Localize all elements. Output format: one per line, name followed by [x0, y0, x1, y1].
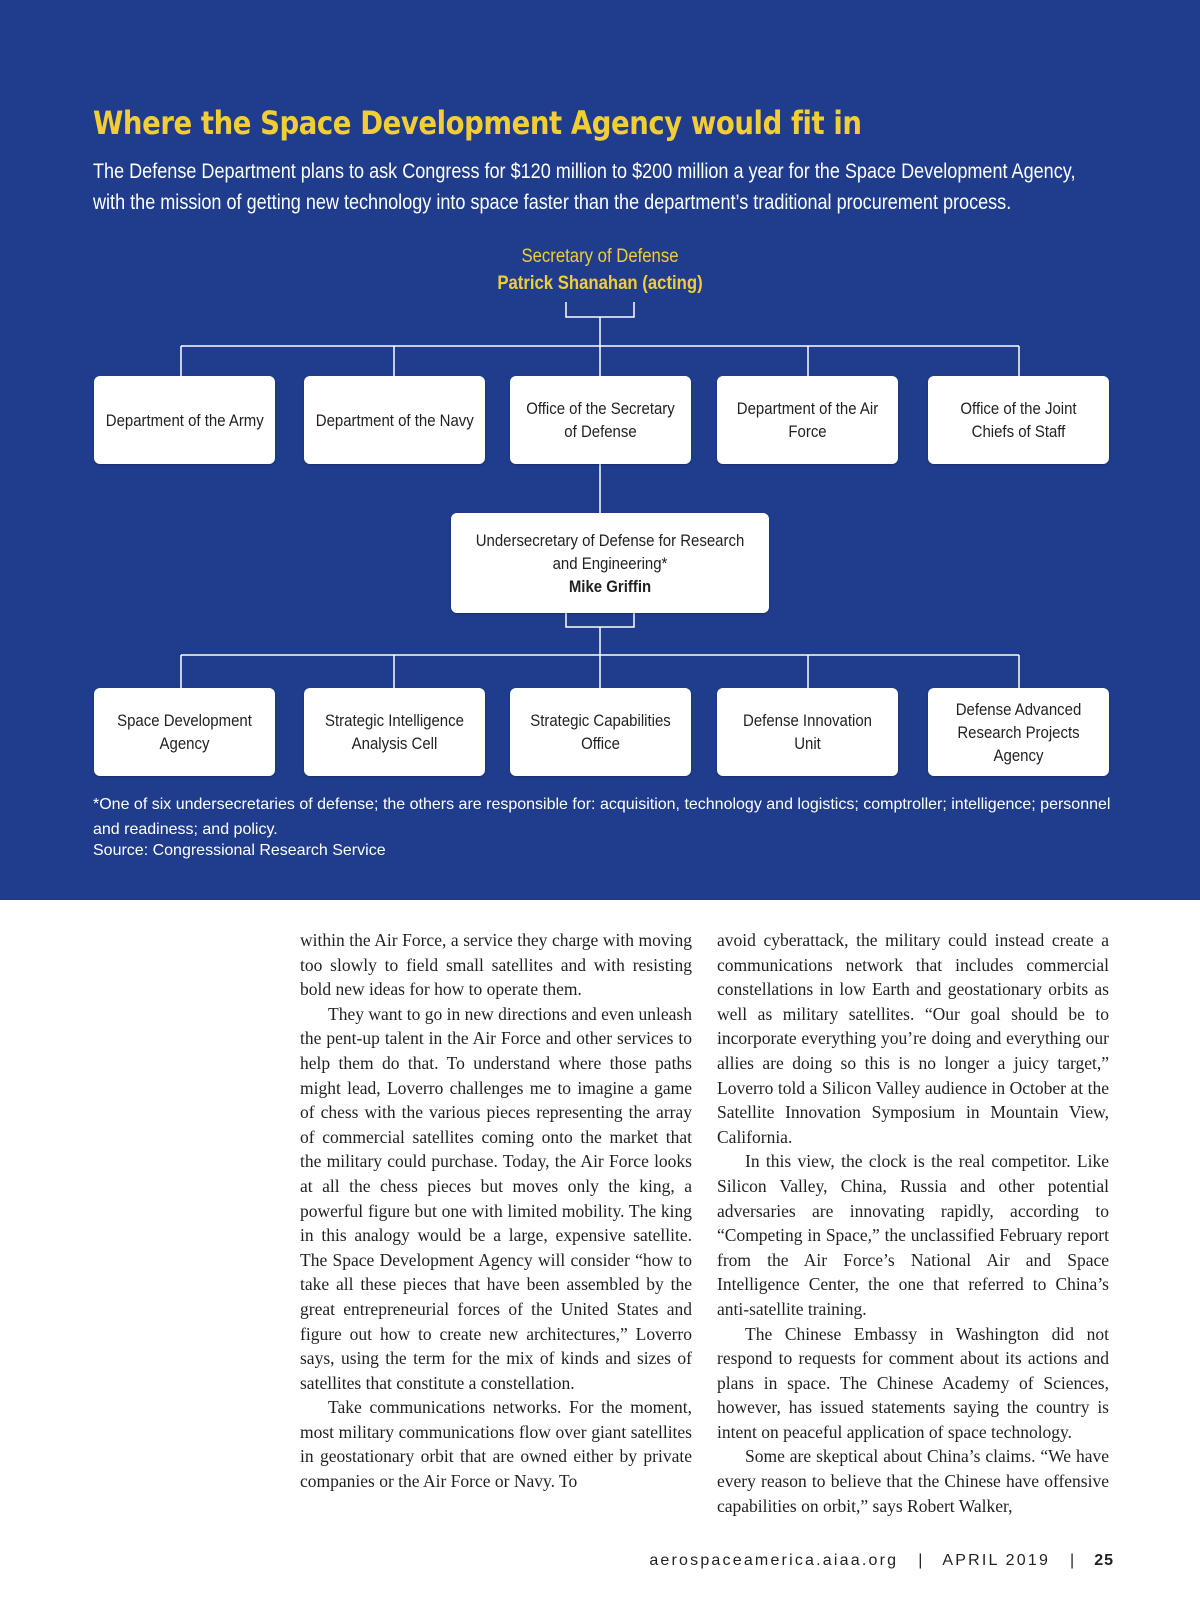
org-box-navy [304, 376, 485, 464]
org-box-label: Department of the Air Force [736, 399, 879, 441]
article-column-left [300, 928, 692, 1494]
article-paragraph: They want to go in new directions and even unleash the pent-up talent in the Air Force and other services to help them do that. To understand where those paths might lead, Loverro challenges me to imagine a game of chess with the various pieces representing the array of commercial satellites coming onto the market that the military could purchase. Today, the Air Force looks at all the chess pieces but moves only the king, a powerful figure but one with limited mobility. The king in this analogy would be a large, expensive satellite. The Space Development Agency will consider “how to take all these pieces that have been assembled by the great entrepreneurial forces of the United States and figure out how to create new architectures,” Loverro says, using the term for the mix of kinds and sizes of satellites that constitute a constellation. [300, 1003, 692, 1393]
org-box-strategic-capabilities-office [510, 688, 691, 776]
footer-issue: APRIL 2019 [942, 1552, 1051, 1569]
org-box-strategic-intelligence-analysis-cell [304, 688, 485, 776]
org-box-label: Defense Advanced Research Projects Agency [955, 699, 1082, 765]
graphic-footnote: *One of six undersecretaries of defense; the others are responsible for: acquisition, technology and logistics; comptroller; intelligence; personnel and readiness; and policy. [93, 796, 1111, 838]
org-box-undersecretary [451, 513, 769, 613]
article-column-right [717, 928, 1109, 1518]
article-paragraph: The Chinese Embassy in Washington did not respond to requests for comment about its actions and plans in space. The Chinese Academy of Sciences, however, has issued statements saying the country is intent on peaceful application of space technology. [717, 1323, 1109, 1442]
graphic-subtitle: The Defense Department plans to ask Congress for $120 million to $200 million a year for the Space Development Agency, with the mission of getting new technology into space faster than the department’s traditional procurement process. [93, 160, 1076, 214]
org-box-label: Department of the Army [105, 410, 264, 430]
org-box-label: Office of the Secretary of Defense [526, 399, 675, 441]
org-box-space-development-agency [94, 688, 275, 776]
org-box-darpa [928, 688, 1109, 776]
footer-site: aerospaceamerica.aiaa.org [649, 1552, 899, 1569]
org-box-label: Strategic Capabilities Office [530, 711, 671, 753]
org-box-label: Office of the Joint Chiefs of Staff [960, 399, 1077, 441]
page-number: 25 [1094, 1552, 1114, 1569]
page-footer [649, 1552, 1114, 1570]
org-box-label: Defense Innovation Unit [743, 711, 872, 753]
undersecretary-name: Mike Griffin [568, 576, 652, 596]
article-paragraph: Some are skeptical about China’s claims. “We have every reason to believe that the Chinese have offensive capabilities on orbit,” says Robert Walker, [717, 1446, 1109, 1516]
secretary-name: Patrick Shanahan (acting) [497, 273, 703, 294]
undersecretary-role: Undersecretary of Defense for Research and Engineering* [475, 530, 745, 573]
org-box-defense-innovation-unit [717, 688, 898, 776]
article-paragraph: within the Air Force, a service they charge with moving too slowly to field small satellites and with resisting bold new ideas for how to operate them. [300, 930, 692, 1000]
org-box-label: Space Development Agency [117, 711, 252, 753]
org-box-label: Strategic Intelligence Analysis Cell [325, 711, 464, 753]
connector-mid-bracket [566, 613, 634, 627]
org-box-joint-chiefs [928, 376, 1109, 464]
article-paragraph: Take communications networks. For the moment, most military communications flow over giant satellites in geostationary orbit that are owned either by private companies or the Air Force or Navy. To [300, 1397, 692, 1492]
org-box-air-force [717, 376, 898, 464]
org-box-army [94, 376, 275, 464]
org-box-label: Department of the Navy [315, 410, 474, 430]
org-box-osd [510, 376, 691, 464]
connector-top-bracket [566, 302, 634, 317]
article-paragraph: avoid cyberattack, the military could instead create a communications network that includes commercial constellations in low Earth and geostationary orbits as well as military satellites. “Our goal should be to incorporate everything you’re doing and everything our allies are doing so this is no longer a juicy target,” Loverro told a Silicon Valley audience in October at the Satellite Innovation Symposium in Mountain View, California. [717, 930, 1109, 1147]
secretary-role: Secretary of Defense [521, 246, 679, 267]
article-paragraph: In this view, the clock is the real competitor. Like Silicon Valley, China, Russia and other potential adversaries are innovating rapidly, according to “Competing in Space,” the unclassified February report from the Air Force’s National Air and Space Intelligence Center, the one that referred to China’s anti-satellite training. [717, 1151, 1109, 1319]
footer-separator: | [918, 1552, 923, 1569]
graphic-source: Source: Congressional Research Service [93, 842, 386, 859]
footer-separator: | [1070, 1552, 1075, 1569]
graphic-title: Where the Space Development Agency would fit in [93, 104, 862, 142]
